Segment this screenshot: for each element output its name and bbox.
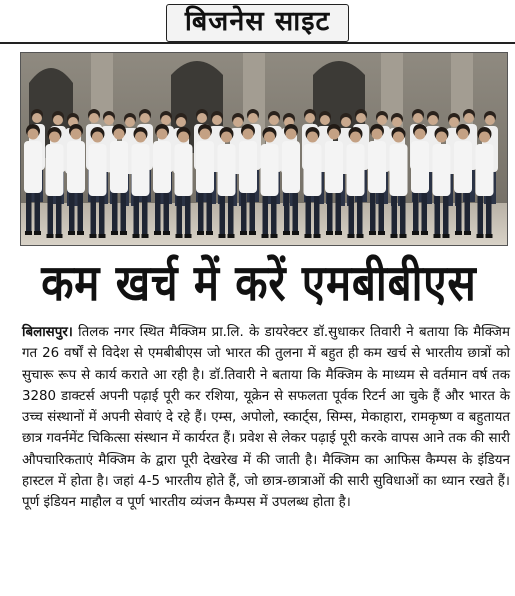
headline: कम खर्च में करें एमबीबीएस	[41, 254, 477, 312]
news-photo	[20, 52, 508, 246]
section-header	[0, 0, 515, 44]
article-body	[22, 322, 510, 514]
section-title: बिजनेस साइट	[166, 4, 349, 42]
group-photo-icon	[21, 53, 507, 245]
article-text: तिलक नगर स्थित मैक्जिम प्रा.लि. के डायरेक्टर डॉ.सुधाकर तिवारी ने बताया कि मैक्जिम गत 26 वर्षों से विदेश से एमबीबीएस जो भारत की तुलना में बहुत ही कम खर्च से भारतीय छात्रों को सुचारू रूप से कार्य कराते आ रही है। डॉ.तिवारी ने बताया कि मैक्जिम के माध्यम से वर्तमान वर्ष तक 3280 डाक्टर्स अपनी पढ़ाई पूरी कर रशिया, यूक्रेन से सफलता पूर्वक रिटर्न आ चुके हैं और भारत के उच्च संस्थानों में अपनी सेवाएं दे रहे हैं। एम्स, अपोलो, स्कार्ट्स, सिम्स, मेकाहारा, रामकृष्ण व बहुतायत छात्र गवर्नमेंट चिकित्सा संस्थान में कार्यरत हैं। प्रवेश से लेकर पढ़ाई पूरी करके वापस आने तक की सारी औपचारिकताएं मैक्जिम के द्वारा पूरी देखरेख में की जाती है। मैक्जिम का आफिस कैम्पस के इंडियन हास्टल में होता है। जहां 4-5 भारतीय होते हैं, जो छात्र-छात्राओं की सारी सुविधाओं का ध्यान रखते हैं। पूर्ण इंडियन माहौल व पूर्ण भारतीय व्यंजन कैम्पस में उपलब्ध होता है।	[22, 325, 510, 511]
header-rule	[0, 42, 515, 44]
dateline: बिलासपुर।	[22, 325, 73, 340]
